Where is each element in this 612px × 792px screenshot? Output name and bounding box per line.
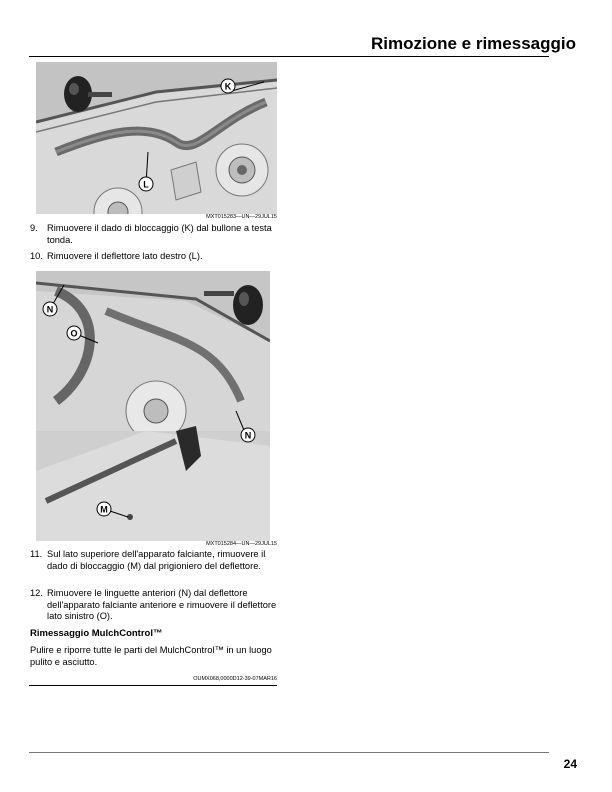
page-title: Rimozione e rimessaggio: [371, 34, 576, 53]
mower-deck-illustration: [36, 62, 277, 214]
page-number: 24: [563, 757, 577, 771]
svg-text:N: N: [46, 304, 54, 315]
figure-1-code: MXT015283—UN—29JUL15: [206, 214, 277, 220]
callout-O: [67, 326, 81, 340]
callout-N-top: [43, 302, 57, 316]
svg-text:M: M: [100, 504, 108, 515]
mower-deck-illustration-2: [36, 271, 270, 541]
step-9: 9. Rimuovere il dado di bloccaggio (K) dal bullone a testa tonda.: [30, 223, 272, 245]
svg-text:K: K: [224, 81, 232, 92]
figure-2-code: MXT015284—UN—29JUL15: [206, 541, 277, 547]
section-heading: Rimessaggio MulchControl™: [30, 628, 163, 639]
step-10: 10. Rimuovere il deflettore lato destro (L).: [30, 251, 203, 261]
document-code: OUMX068,0000D12-39-07MAR16: [193, 676, 277, 682]
figure-1: [36, 62, 277, 214]
callout-M: [97, 502, 111, 516]
svg-text:O: O: [70, 328, 78, 339]
title-divider: [29, 56, 549, 57]
figure-2: [36, 271, 270, 541]
svg-text:N: N: [244, 430, 252, 441]
callout-K: [221, 79, 235, 93]
callout-L: [139, 177, 153, 191]
section-divider: [29, 685, 277, 686]
section-paragraph: Pulire e riporre tutte le parti del MulchControl™ in un luogo pulito e asciutto.: [30, 645, 272, 667]
svg-text:L: L: [143, 179, 149, 190]
step-12: 12. Rimuovere le linguette anteriori (N) dal deflettore dell'apparato falciante anteriore e rimuovere il deflettore lato sinistro (O).: [30, 588, 277, 621]
step-11: 11. Sul lato superiore dell'apparato falciante, rimuovere il dado di bloccaggio (M) dal prigioniero del deflettore.: [30, 549, 266, 571]
footer-divider: [29, 752, 549, 753]
callout-N-right: [241, 428, 255, 442]
